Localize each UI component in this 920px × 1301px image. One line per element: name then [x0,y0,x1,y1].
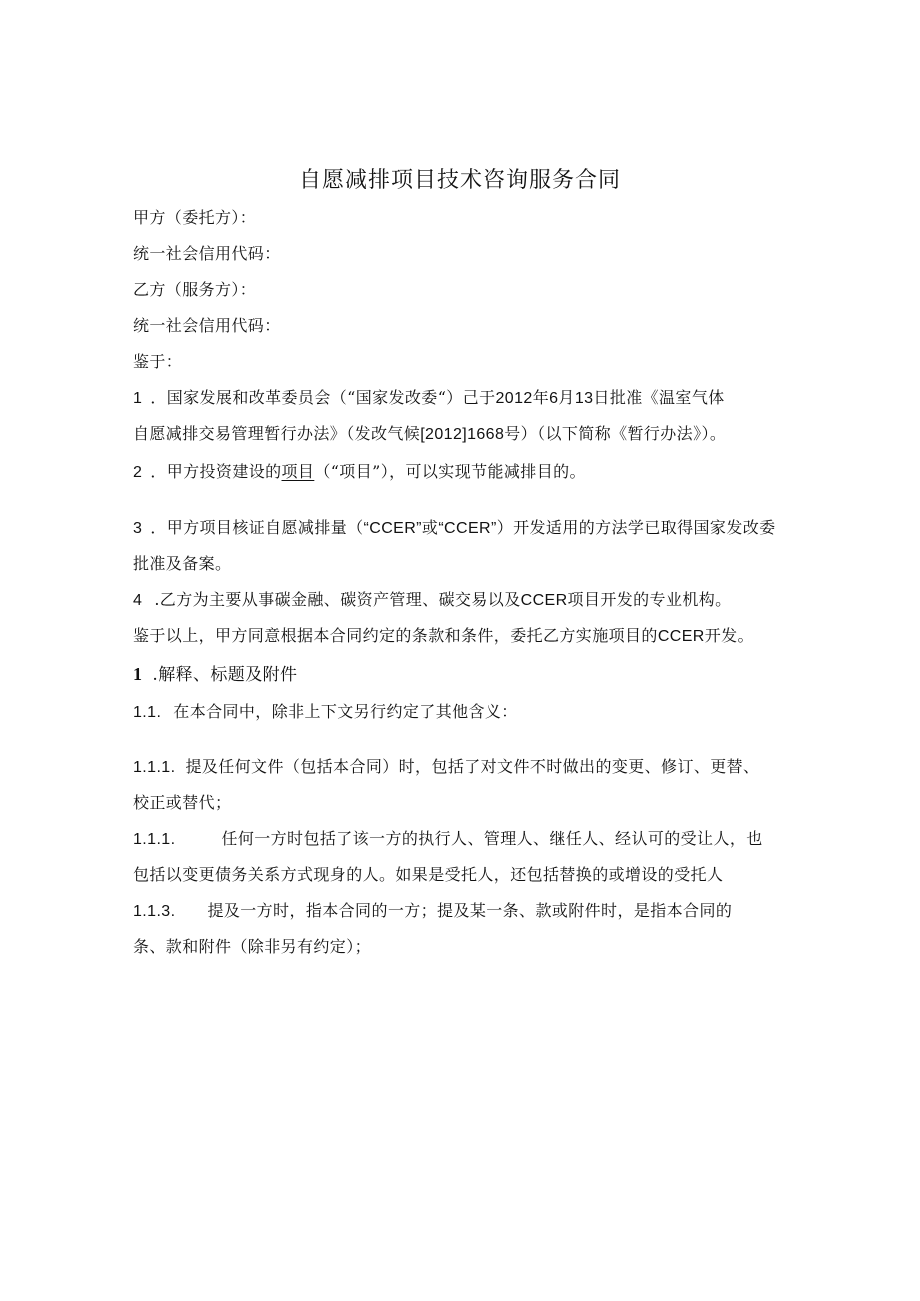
clause-1-1: 1.1. 在本合同中，除非上下文另行约定了其他含义： [133,702,518,721]
party-a-label: 甲方（委托方）： [133,208,257,227]
clause-1-1-1-a-number: 1.1.1. [133,759,176,776]
recital-1-line-1: 1 ．国家发展和改革委员会（“国家发改委“）己于2012年6月13日批准《温室气体 [133,388,725,407]
recital-1-number: 1 [133,390,143,407]
party-a-credit-code-label: 统一社会信用代码： [133,244,281,263]
document-title: 自愿减排项目技术咨询服务合同 [298,168,621,193]
section-1-heading [133,664,297,685]
clause-1-1-3-line-2: 条、款和附件（除非另有约定）； [133,937,372,956]
clause-1-1-3-number: 1.1.3. [133,903,176,920]
recital-2: 2 ．甲方投资建设的项目（“项目”），可以实现节能减排目的。 [133,462,586,481]
recital-2-number: 2 [133,464,143,481]
clause-1-1-1-a-line-2: 校正或替代； [133,793,232,812]
clause-1-1-number: 1.1. [133,704,162,721]
section-1-number: 1 [133,664,143,684]
whereas-label: 鉴于： [133,352,183,371]
recital-4-number: 4 [133,592,143,609]
party-b-label: 乙方（服务方）： [133,280,257,299]
recital-1-line-2: 自愿减排交易管理暂行办法》（发改气候[2012]1668号）（以下简称《暂行办法》）。 [133,424,727,443]
clause-1-1-3-line-1: 1.1.3. 提及一方时，指本合同的一方；提及某一条、款或附件时，是指本合同的 [133,901,733,920]
clause-1-1-1-b-number: 1.1.1. [133,831,176,848]
recital-3-number: 3 [133,520,143,537]
section-1-title: .解释、标题及附件 [152,665,298,685]
recital-4: 4 .乙方为主要从事碳金融、碳资产管理、碳交易以及CCER项目开发的专业机构。 [133,590,732,609]
clause-1-1-1-b-line-2: 包括以变更债务关系方式现身的人。如果是受托人，还包括替换的或增设的受托人 [133,865,724,884]
agreement-statement: 鉴于以上，甲方同意根据本合同约定的条款和条件，委托乙方实施项目的CCER开发。 [133,626,754,645]
recital-3-line-1: 3 ．甲方项目核证自愿减排量（“CCER”或“CCER”）开发适用的方法学已取得国家发改委 [133,518,776,537]
party-b-credit-code-label: 统一社会信用代码： [133,316,281,335]
project-blank-field: 项目 [281,462,315,481]
clause-1-1-1-a-line-1: 1.1.1. 提及任何文件（包括本合同）时，包括了对文件不时做出的变更、修订、更替、 [133,757,760,776]
recital-3-line-2: 批准及备案。 [133,554,232,573]
clause-1-1-1-b-line-1: 1.1.1. 任何一方时包括了该一方的执行人、管理人、继任人、经认可的受让人，也 [133,829,763,848]
